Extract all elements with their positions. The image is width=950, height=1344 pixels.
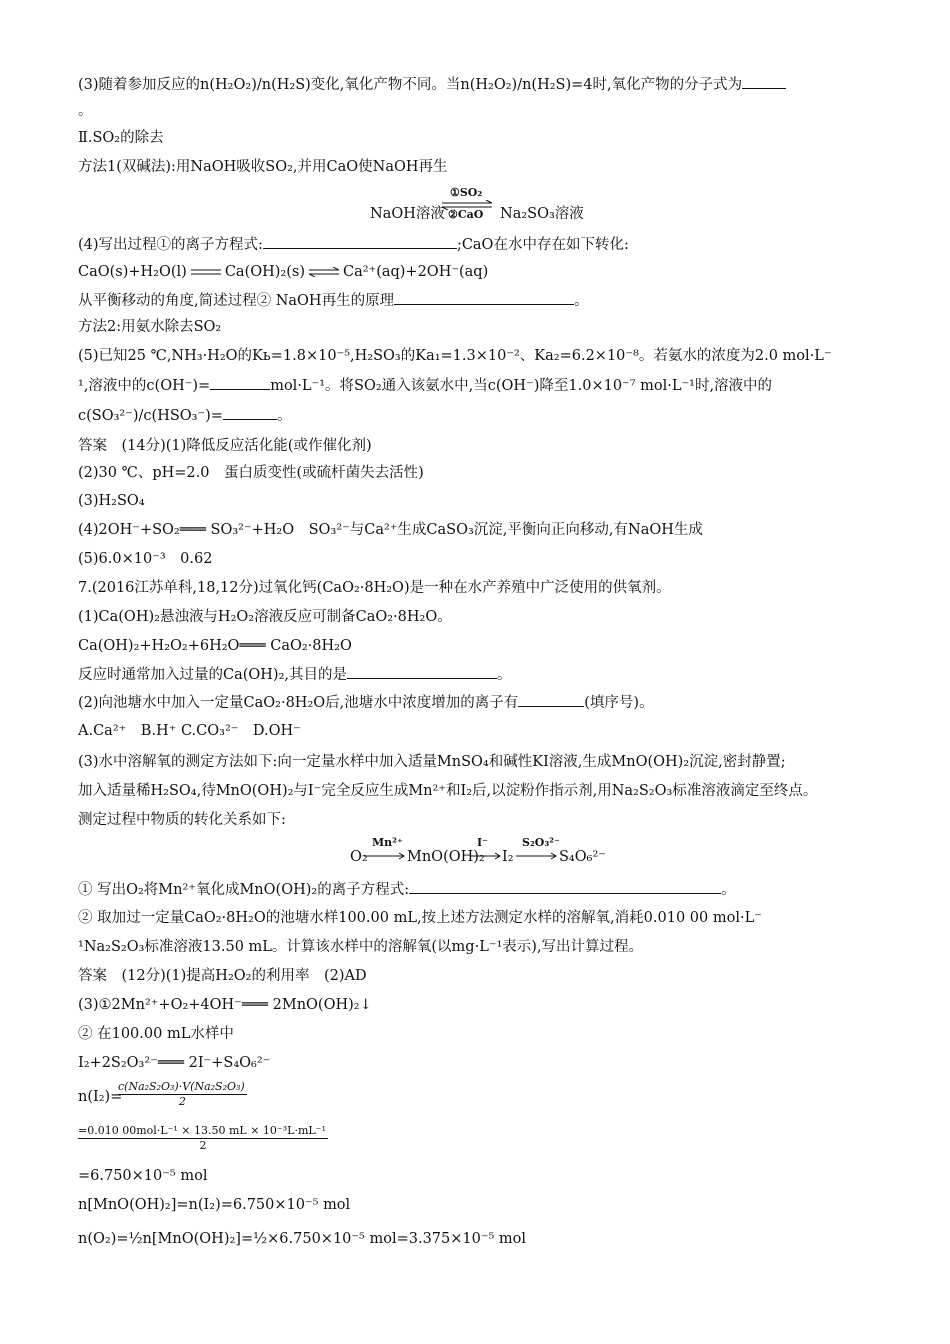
answer-7-line-1: 答案 (12分)(1)提高H₂O₂的利用率 (2)AD <box>78 968 367 984</box>
question-7-2-options: A.Ca²⁺ B.H⁺ C.CO₃²⁻ D.OH⁻ <box>78 723 301 739</box>
scheme-top-label: ①SO₂ <box>450 186 483 199</box>
question-5-text-e: 。 <box>276 408 292 424</box>
question-3-line <box>78 74 786 95</box>
answer-blank[interactable] <box>210 375 270 390</box>
question-7-1-question <box>78 664 512 685</box>
question-7-3-1-end: 。 <box>721 882 736 898</box>
question-5-line-b <box>78 375 772 396</box>
scheme-bottom-label: ②CaO <box>448 208 484 221</box>
answer-blank[interactable] <box>394 290 574 305</box>
answer-7-line-4: ② 在100.00 mL水样中 <box>78 1026 234 1042</box>
question-4-line <box>78 234 629 255</box>
question-7-3-line-c: 测定过程中物质的转化关系如下: <box>78 812 286 828</box>
question-7-3-2-line-a: ② 取加过一定量CaO₂·8H₂O的池塘水样100.00 mL,按上述方法测定水样的溶解氧,消耗0.010 00 mol·L⁻ <box>78 910 762 926</box>
question-4c-line <box>78 290 589 311</box>
flow-s2o3-label: S₂O₃²⁻ <box>522 836 560 849</box>
fraction-2-numerator: =0.010 00mol·L⁻¹ × 13.50 mL × 10⁻³L·mL⁻¹ <box>78 1124 326 1137</box>
answer-7-line-3: (3)①2Mn²⁺+O₂+4OH⁻═══ 2MnO(OH)₂↓ <box>78 997 372 1013</box>
cao-equation <box>78 262 488 282</box>
fraction-1-lhs: n(I₂)= <box>78 1089 123 1105</box>
question-4-text-a: (4)写出过程①的离子方程式: <box>78 237 263 253</box>
question-7-3-line-a: (3)水中溶解氧的测定方法如下:向一定量水样中加入适量MnSO₄和碱性KI溶液,生成MnO(OH)₂沉淀,密封静置; <box>78 754 786 770</box>
fraction-1 <box>118 1080 247 1108</box>
question-5-text-c: mol·L⁻¹。将SO₂通入该氨水中,当c(OH⁻)降至1.0×10⁻⁷ mol·L⁻¹时,溶液中的 <box>270 378 773 394</box>
flow-arrow-icon <box>470 852 502 860</box>
answer-blank[interactable] <box>347 664 497 679</box>
question-5-text-d: c(SO₃²⁻)/c(HSO₃⁻)= <box>78 408 223 424</box>
fraction-2-denominator: 2 <box>199 1139 207 1152</box>
question-7-1-equation: Ca(OH)₂+H₂O₂+6H₂O═══ CaO₂·8H₂O <box>78 638 352 654</box>
question-4-text-b: ;CaO在水中存在如下转化: <box>456 237 629 253</box>
scheme-right: Na₂SO₃溶液 <box>500 206 584 222</box>
question-7-2-text: (2)向池塘水中加入一定量CaO₂·8H₂O后,池塘水中浓度增加的离子有 <box>78 695 519 711</box>
answer-line-1: 答案 (14分)(1)降低反应活化能(或作催化剂) <box>78 438 372 454</box>
answer-line-4: (4)2OH⁻+SO₂═══ SO₃²⁻+H₂O SO₃²⁻与Ca²⁺生成CaSO₃沉淀,平衡向正向移动,有NaOH生成 <box>78 522 703 538</box>
question-7-1: (1)Ca(OH)₂悬浊液与H₂O₂溶液反应可制备CaO₂·8H₂O。 <box>78 609 452 625</box>
method-1-text: 方法1(双碱法):用NaOH吸收SO₂,并用CaO使NaOH再生 <box>78 159 448 175</box>
question-7-1-end: 。 <box>497 667 512 683</box>
answer-7-line-6: =6.750×10⁻⁵ mol <box>78 1168 208 1184</box>
question-7-1-text: 反应时通常加入过量的Ca(OH)₂,其目的是 <box>78 667 348 683</box>
flow-mn-label: Mn²⁺ <box>372 836 403 849</box>
answer-blank[interactable] <box>409 879 721 894</box>
fraction-1-numerator: c(Na₂S₂O₃)·V(Na₂S₂O₃) <box>118 1080 245 1093</box>
equals-arrow-icon <box>191 267 221 277</box>
flow-i2: I₂ <box>502 849 514 865</box>
cao-eq-mid: Ca(OH)₂(s) <box>224 264 305 280</box>
question-4c-text: 从平衡移动的角度,简述过程② NaOH再生的原理 <box>78 293 395 309</box>
fraction-1-denominator: 2 <box>178 1095 186 1108</box>
question-5-text-b: ¹,溶液中的c(OH⁻)= <box>78 378 211 394</box>
method-2-text: 方法2:用氨水除去SO₂ <box>78 319 222 335</box>
answer-line-3: (3)H₂SO₄ <box>78 493 145 509</box>
question-7-3-1 <box>78 879 736 900</box>
equilibrium-arrow-icon <box>309 267 339 277</box>
answer-line-5: (5)6.0×10⁻³ 0.62 <box>78 551 213 567</box>
question-7-3-line-b: 加入适量稀H₂SO₄,待MnO(OH)₂与I⁻完全反应生成Mn²⁺和I₂后,以淀粉作指示剂,用Na₂S₂O₃标准溶液滴定至终点。 <box>78 783 818 799</box>
flow-mno: MnO(OH)₂ <box>407 849 485 865</box>
flow-o2: O₂ <box>350 849 368 865</box>
fraction-2 <box>78 1124 328 1152</box>
question-3-end: 。 <box>78 103 93 119</box>
question-4c-end: 。 <box>574 293 589 309</box>
answer-blank[interactable] <box>223 405 277 420</box>
question-7-3-2-line-b: ¹Na₂S₂O₃标准溶液13.50 mL。计算该水样中的溶解氧(以mg·L⁻¹表示),写出计算过程。 <box>78 939 644 955</box>
answer-blank[interactable] <box>742 74 786 89</box>
section-heading-2: Ⅱ.SO₂的除去 <box>78 130 164 146</box>
answer-7-line-7: n[MnO(OH)₂]=n(I₂)=6.750×10⁻⁵ mol <box>78 1197 351 1213</box>
question-7-3-1-text: ① 写出O₂将Mn²⁺氧化成MnO(OH)₂的离子方程式: <box>78 882 410 898</box>
flow-s4o6: S₄O₆²⁻ <box>559 849 606 865</box>
scheme-left: NaOH溶液 <box>370 206 445 222</box>
question-7-2-end: (填序号)。 <box>584 695 654 711</box>
answer-7-line-8: n(O₂)=½n[MnO(OH)₂]=½×6.750×10⁻⁵ mol=3.375×10⁻⁵ mol <box>78 1231 527 1247</box>
cao-eq-left: CaO(s)+H₂O(l) <box>78 264 187 280</box>
question-5-line-d <box>78 405 291 426</box>
answer-7-line-5: I₂+2S₂O₃²⁻═══ 2I⁻+S₄O₆²⁻ <box>78 1055 271 1071</box>
cao-eq-right: Ca²⁺(aq)+2OH⁻(aq) <box>342 264 489 280</box>
flow-arrow-icon <box>516 852 558 860</box>
question-5-line-a: (5)已知25 ℃,NH₃·H₂O的Kь=1.8×10⁻⁵,H₂SO₃的Kа₁=1.3×10⁻²、Kа₂=6.2×10⁻⁸。若氨水的浓度为2.0 mol·L⁻ <box>78 348 832 364</box>
answer-blank[interactable] <box>263 234 457 249</box>
question-3-text: (3)随着参加反应的n(H₂O₂)/n(H₂S)变化,氧化产物不同。当n(H₂O₂)/n(H₂S)=4时,氧化产物的分子式为 <box>78 77 743 93</box>
flow-i-label: I⁻ <box>477 836 488 849</box>
answer-line-2: (2)30 ℃、pH=2.0 蛋白质变性(或硫杆菌失去活性) <box>78 465 424 481</box>
question-7-2 <box>78 692 654 713</box>
answer-blank[interactable] <box>518 692 584 707</box>
question-7-title: 7.(2016江苏单科,18,12分)过氧化钙(CaO₂·8H₂O)是一种在水产养殖中广泛使用的供氧剂。 <box>78 580 671 596</box>
flow-arrow-icon <box>364 852 406 860</box>
